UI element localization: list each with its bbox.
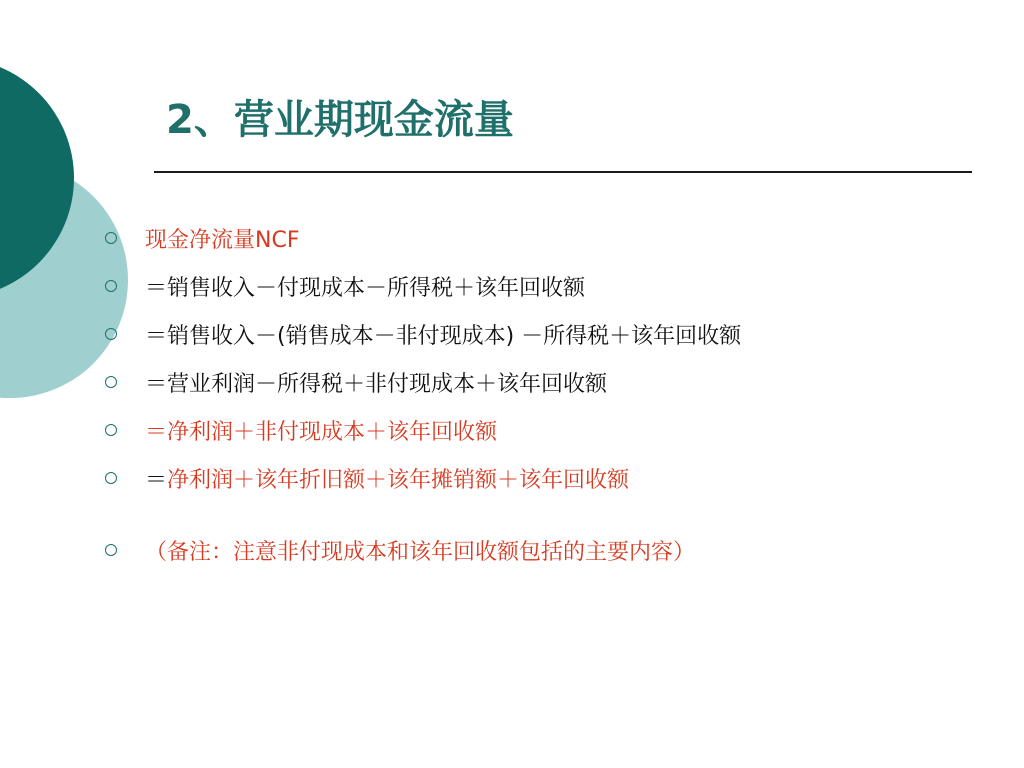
title-divider: [154, 171, 972, 173]
bullet-circle-icon: [105, 232, 117, 244]
bullet-item-formula-2: [100, 310, 741, 358]
bullet-item-formula-1: [100, 262, 741, 310]
bullet-circle-icon: [105, 280, 117, 292]
bullet-text: 现金净流量NCF: [145, 227, 300, 253]
bullet-item-formula-3: [100, 358, 741, 406]
bullet-item-formula-4: [100, 406, 741, 454]
bullet-text: ＝销售收入－(销售成本－非付现成本) －所得税＋该年回收额: [145, 323, 742, 349]
bullet-item-ncf: [100, 214, 741, 262]
bullet-text: ＝销售收入－付现成本－所得税＋该年回收额: [145, 275, 586, 301]
bullet-text-prefix: ＝: [145, 467, 168, 493]
bullet-text: ＝净利润＋非付现成本＋该年回收额: [145, 419, 498, 445]
bullet-circle-icon: [105, 472, 117, 484]
bullet-list: [100, 214, 741, 574]
bullet-item-note: [100, 526, 741, 574]
bullet-circle-icon: [105, 328, 117, 340]
bullet-text: ＝营业利润－所得税＋非付现成本＋该年回收额: [145, 371, 608, 397]
bullet-circle-icon: [105, 424, 117, 436]
bullet-note-text: （备注：注意非付现成本和该年回收额包括的主要内容）: [145, 539, 696, 565]
bullet-circle-icon: [105, 376, 117, 388]
bullet-item-formula-5: [100, 454, 741, 502]
bullet-circle-icon: [105, 544, 117, 556]
bullet-text: 净利润＋该年折旧额＋该年摊销额＋该年回收额: [167, 467, 630, 493]
slide-title: 2、营业期现金流量: [166, 97, 514, 143]
